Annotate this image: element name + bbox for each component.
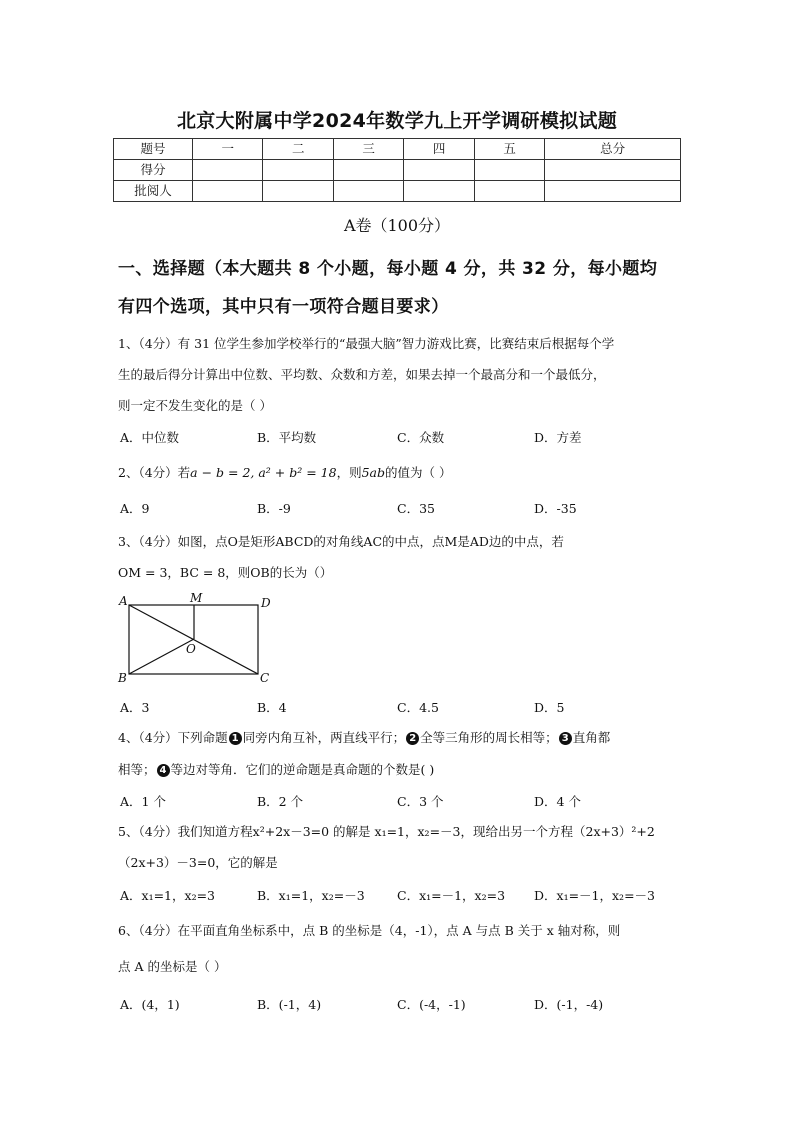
question-2-text [118,458,688,488]
rectangle-abcd-figure [112,588,282,688]
option-c[interactable]: C．35 [397,501,435,516]
question-4-part: 同旁内角互补，两直线平行； [242,730,406,745]
option-a[interactable]: A．1 个 [120,794,166,809]
score-cell[interactable] [545,181,681,202]
score-table-header-row [114,139,681,160]
question-5-text: 5、（4分）我们知道方程x²+2x－3=0 的解是 x₁=1，x₂=－3，现给出另一个方程（2x+3）²+2 [118,824,655,839]
section-a-label: A卷（100分） [343,216,451,235]
exam-title: 北京大附属中学2024年数学九上开学调研模拟试题 [176,110,618,132]
label-c: C [260,671,270,685]
segment-bo [129,639,194,674]
score-cell[interactable] [545,160,681,181]
option-d[interactable]: D．x₁=－1，x₂=－3 [534,888,655,903]
question-4-part: 全等三角形的周长相等； [420,730,558,745]
score-cell[interactable] [193,181,263,202]
table-cell: 三 [333,139,403,160]
option-b[interactable]: B．4 [257,700,287,715]
option-d[interactable]: D．4 个 [534,794,581,809]
circled-number-icon: 2 [406,732,419,745]
table-cell: 总分 [545,139,681,160]
question-2-prefix: 2、（4分）若 [118,465,191,480]
question-4-part: 4、（4分）下列命题 [118,730,228,745]
question-3-text: 3、（4分）如图，点O是矩形ABCD的对角线AC的中点，点M是AD边的中点，若 [118,534,564,549]
option-c[interactable]: C．(-4，-1) [397,997,466,1012]
option-d[interactable]: D．(-1，-4) [534,997,604,1012]
option-a[interactable]: A．(4，1) [120,997,180,1012]
option-b[interactable]: B．(-1，4) [257,997,322,1012]
label-m: M [190,591,203,605]
option-b[interactable]: B．-9 [257,501,291,516]
question-6-options [118,995,688,1015]
option-a[interactable]: A．中位数 [120,430,180,445]
question-2-options [118,499,688,519]
option-c[interactable]: C．x₁=－1，x₂=3 [397,888,506,903]
question-5-options [118,886,688,906]
option-d[interactable]: D．5 [534,700,565,715]
question-2-mid: ，则 [336,465,362,480]
table-cell: 题号 [114,139,193,160]
question-4-part: 直角都 [572,730,611,745]
circled-number-icon: 3 [559,732,572,745]
question-2-equation: a − b = 2, a² + b² = 18 [190,465,337,480]
question-5-text: （2x+3）－3=0，它的解是 [118,855,278,870]
score-cell[interactable] [404,181,474,202]
score-table-row [114,160,681,181]
option-d[interactable]: D．方差 [534,430,582,445]
option-c[interactable]: C．3 个 [397,794,444,809]
option-d[interactable]: D．-35 [534,501,577,516]
question-4-part: 相等； [118,762,156,777]
score-table [113,138,681,202]
circled-number-icon: 1 [229,732,242,745]
table-cell: 四 [404,139,474,160]
score-cell[interactable] [404,160,474,181]
question-6-text: 6、（4分）在平面直角坐标系中，点 B 的坐标是（4，-1），点 A 与点 B 关于 x 轴对称，则 [118,923,621,938]
option-c[interactable]: C．众数 [397,430,445,445]
label-d: D [261,596,271,610]
question-4-part: 等边对等角．它们的逆命题是真命题的个数是( ) [170,762,435,777]
question-3-options [118,698,688,718]
option-a[interactable]: A．3 [120,700,150,715]
question-2-suffix: 的值为（ ） [385,465,452,480]
score-cell[interactable] [193,160,263,181]
question-4-text [118,723,688,753]
circled-number-icon: 4 [157,764,170,777]
question-1-text: 则一定不发生变化的是（ ） [118,398,272,413]
table-cell: 二 [263,139,333,160]
score-cell[interactable] [474,160,544,181]
option-a[interactable]: A．x₁=1，x₂=3 [120,888,216,903]
question-1-options [118,428,688,448]
score-table-row [114,181,681,202]
label-o: O [186,642,196,656]
question-2-expression: 5ab [361,465,386,480]
option-b[interactable]: B．平均数 [257,430,317,445]
table-cell: 得分 [114,160,193,181]
question-4-options [118,792,688,812]
score-cell[interactable] [474,181,544,202]
question-4-text [118,755,688,785]
question-1-text: 1、（4分）有 31 位学生参加学校举行的“最强大脑”智力游戏比赛，比赛结束后根据每个学 [118,336,615,351]
option-b[interactable]: B．x₁=1，x₂=－3 [257,888,365,903]
score-cell[interactable] [263,181,333,202]
table-cell: 一 [193,139,263,160]
score-cell[interactable] [333,160,403,181]
table-cell: 五 [474,139,544,160]
table-cell: 批阅人 [114,181,193,202]
option-a[interactable]: A．9 [120,501,150,516]
score-cell[interactable] [333,181,403,202]
question-1-text: 生的最后得分计算出中位数、平均数、众数和方差，如果去掉一个最高分和一个最低分， [118,367,606,382]
question-6-text: 点 A 的坐标是（ ） [118,959,227,974]
score-cell[interactable] [263,160,333,181]
section-heading-line1: 一、选择题（本大题共 8 个小题，每小题 4 分，共 32 分，每小题均 [118,259,658,279]
option-c[interactable]: C．4.5 [397,700,439,715]
label-b: B [118,671,127,685]
question-3-text: OM = 3，BC = 8，则OB的长为（） [118,565,333,580]
section-heading-line2: 有四个选项，其中只有一项符合题目要求） [118,297,449,317]
option-b[interactable]: B．2 个 [257,794,304,809]
label-a: A [119,594,128,608]
